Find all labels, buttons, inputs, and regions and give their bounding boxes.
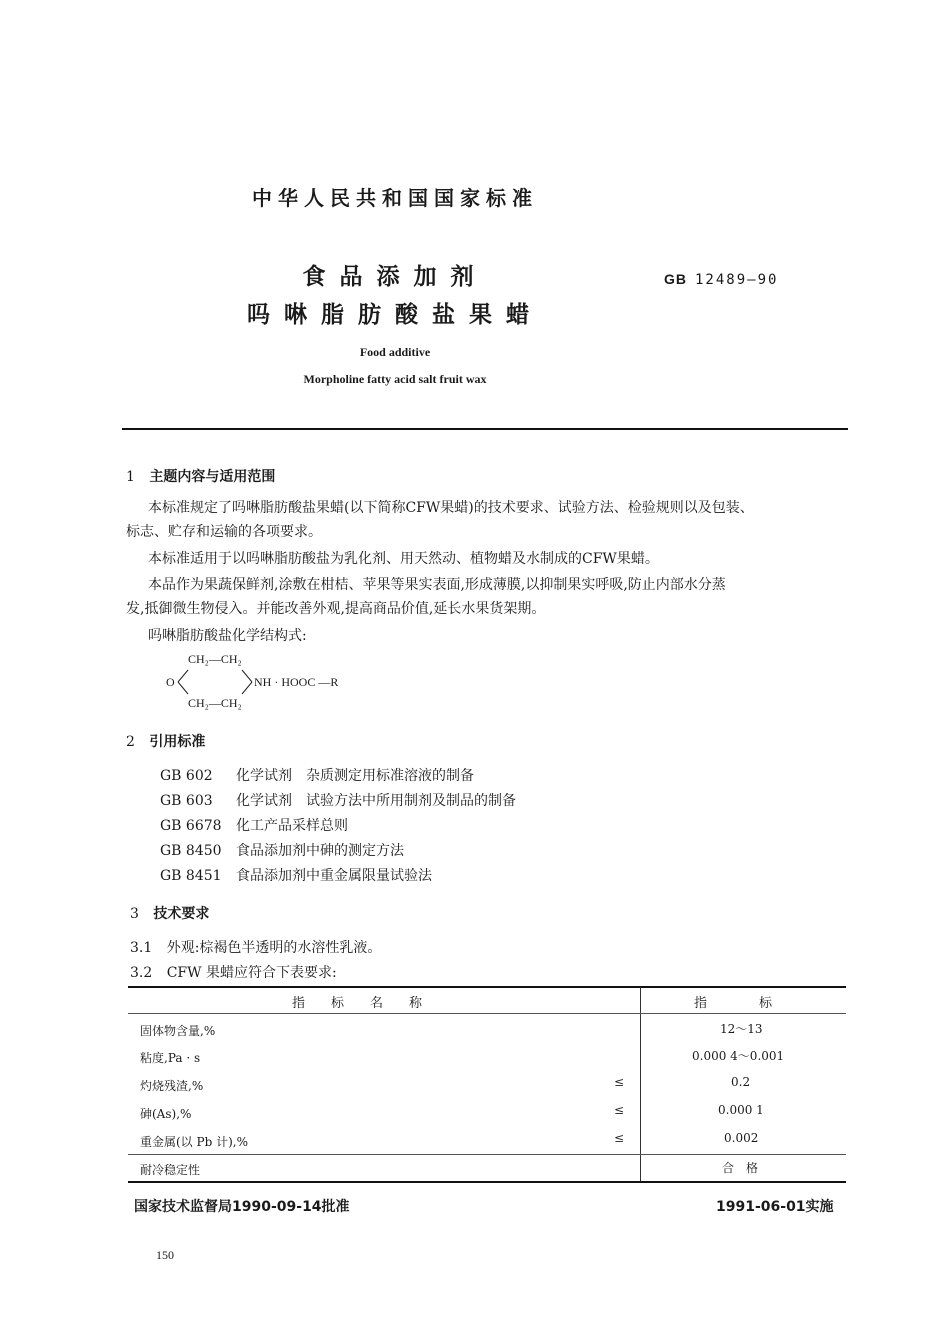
implementation-line: 1991-06-01实施 [716, 1199, 834, 1215]
table-row-operator: ≤ [614, 1075, 625, 1089]
doc-title-line1: 食品添加剂 [302, 264, 488, 290]
section1-para3-line2: 发,抵御微生物侵入。并能改善外观,提高商品价值,延长水果货架期。 [126, 601, 546, 617]
clause-3-2-text: CFW 果蜡应符合下表要求: [166, 965, 337, 981]
table-row-value: 0.2 [731, 1075, 751, 1089]
table-header-value: 指 标 [694, 996, 773, 1011]
table-row-name: 粘度,Pa · s [140, 1051, 201, 1065]
section1-para1-line1: 本标准规定了吗啉脂肪酸盐果蜡(以下简称CFW果蜡)的技术要求、试验方法、检验规则以及包装、 [148, 500, 754, 516]
table-row-operator: ≤ [614, 1131, 625, 1145]
reference-title: 化学试剂 杂质测定用标准溶液的制备 [236, 768, 474, 784]
section1-heading [126, 466, 275, 486]
section1-para2: 本标准适用于以吗啉脂肪酸盐为乳化剂、用天然动、植物蜡及水制成的CFW果蜡。 [148, 551, 659, 567]
formula-middle: NH · HOOC —R [254, 675, 339, 689]
standard-title: 中华人民共和国国家标准 [252, 186, 538, 210]
reference-title: 食品添加剂中重金属限量试验法 [236, 868, 432, 884]
reference-item [160, 865, 432, 885]
header-divider [122, 428, 848, 430]
section1-number: 1 [126, 469, 135, 485]
page-number: 150 [156, 1248, 174, 1262]
table-top-border [128, 986, 846, 988]
reference-code: GB 603 [160, 793, 213, 809]
doc-title-line2: 吗啉脂肪酸盐果蜡 [247, 302, 543, 328]
table-row-name: 砷(As),% [140, 1107, 192, 1121]
reference-item [160, 765, 474, 785]
section3-number: 3 [130, 906, 139, 922]
reference-title: 食品添加剂中砷的测定方法 [236, 843, 404, 859]
table-row-value: 合 格 [722, 1161, 759, 1175]
table-header-separator [128, 1013, 846, 1014]
section3-title: 技术要求 [153, 906, 210, 922]
reference-item [160, 815, 348, 835]
standard-code-number: 12489—90 [695, 272, 779, 288]
table-row-value: 12～13 [720, 1022, 763, 1036]
table-row-separator [128, 1154, 846, 1155]
clause-3-1-number: 3.1 [130, 940, 153, 956]
formula-ring-bonds [174, 664, 254, 700]
reference-code: GB 602 [160, 768, 213, 784]
section3-heading [130, 903, 209, 923]
approval-line: 国家技术监督局1990-09-14批准 [134, 1199, 350, 1215]
table-column-divider [640, 987, 641, 1181]
table-row-value: 0.002 [724, 1131, 759, 1145]
section1-title: 主题内容与适用范围 [149, 469, 276, 485]
clause-3-2-number: 3.2 [130, 965, 153, 981]
table-row-name: 耐冷稳定性 [140, 1163, 201, 1177]
formula-top: CH₂—CH₂ [188, 652, 242, 666]
formula-bottom: CH₂—CH₂ [188, 696, 242, 710]
table-row-operator: ≤ [614, 1103, 625, 1117]
clause-3-1 [130, 937, 381, 959]
reference-code: GB 8451 [160, 868, 222, 884]
clause-3-2 [130, 962, 337, 984]
english-title-line2: Morpholine fatty acid salt fruit wax [303, 372, 487, 386]
standard-code [664, 271, 778, 288]
section2-title: 引用标准 [149, 734, 206, 750]
table-row-name: 灼烧残渣,% [140, 1079, 204, 1093]
table-row-value: 0.000 4～0.001 [692, 1049, 785, 1063]
reference-code: GB 8450 [160, 843, 222, 859]
section1-para3-line1: 本品作为果蔬保鲜剂,涂敷在柑桔、苹果等果实表面,形成薄膜,以抑制果实呼吸,防止内部水分蒸 [148, 577, 726, 593]
reference-item [160, 840, 404, 860]
section2-heading [126, 731, 205, 751]
section1-para4: 吗啉脂肪酸盐化学结构式: [148, 628, 307, 644]
reference-title: 化工产品采样总则 [236, 818, 348, 834]
clause-3-1-text: 外观:棕褐色半透明的水溶性乳液。 [166, 940, 382, 956]
standard-code-prefix: GB [664, 271, 687, 287]
table-row-value: 0.000 1 [718, 1103, 764, 1117]
table-row-name: 重金属(以 Pb 计),% [140, 1135, 248, 1149]
section1-para1-line2: 标志、贮存和运输的各项要求。 [126, 524, 322, 540]
english-title-line1: Food additive [359, 345, 431, 359]
table-bottom-border [128, 1181, 846, 1183]
reference-code: GB 6678 [160, 818, 222, 834]
reference-item [160, 790, 516, 810]
section2-number: 2 [126, 734, 135, 750]
formula-oxygen: O [166, 675, 175, 689]
reference-title: 化学试剂 试验方法中所用制剂及制品的制备 [236, 793, 516, 809]
table-row-name: 固体物含量,% [140, 1024, 216, 1038]
table-header-name: 指 标 名 称 [292, 996, 423, 1011]
